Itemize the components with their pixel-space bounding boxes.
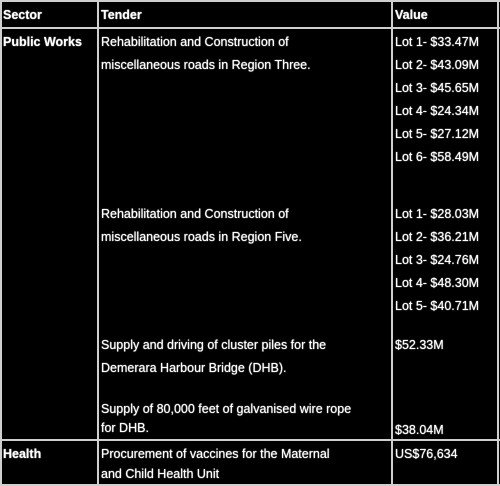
tender-line: and Child Health Unit xyxy=(101,467,220,481)
value-item: Lot 3- $24.76M xyxy=(395,253,480,267)
value-item: $38.04M xyxy=(395,423,444,437)
value-item: Lot 6- $58.49M xyxy=(395,150,480,164)
value-item: Lot 4- $48.30M xyxy=(395,276,480,290)
column-divider-tender xyxy=(391,0,393,486)
tender-line: Demerara Harbour Bridge (DHB). xyxy=(101,361,287,375)
value-item: Lot 2- $36.21M xyxy=(395,230,480,244)
tender-line: miscellaneous roads in Region Three. xyxy=(101,58,311,72)
value-list xyxy=(395,31,479,169)
tender-line: Supply of 80,000 feet of galvanised wire rope xyxy=(101,402,352,416)
value-item: Lot 3- $45.65M xyxy=(395,81,480,95)
header-tender: Tender xyxy=(101,8,142,22)
column-divider-sector xyxy=(97,0,99,486)
tender-line: miscellaneous roads in Region Five. xyxy=(101,230,302,244)
value-item: $52.33M xyxy=(395,338,444,352)
table-border-top xyxy=(0,0,500,2)
header-sector: Sector xyxy=(3,8,42,22)
value-item: Lot 5- $27.12M xyxy=(395,127,480,141)
table-border-left xyxy=(0,0,2,486)
tender-line: Rehabilitation and Construction of xyxy=(101,207,289,221)
value-list xyxy=(395,203,479,318)
value-item: Lot 2- $43.09M xyxy=(395,58,480,72)
tender-line: Supply and driving of cluster piles for the xyxy=(101,338,327,352)
value-item: US$76,634 xyxy=(395,447,458,461)
value-item: Lot 1- $28.03M xyxy=(395,207,480,221)
tender-line: Procurement of vaccines for the Maternal xyxy=(101,447,330,461)
header-divider xyxy=(0,27,500,29)
value-item: Lot 5- $40.71M xyxy=(395,299,480,313)
tender-line: for DHB. xyxy=(101,421,149,435)
tender-line: Rehabilitation and Construction of xyxy=(101,35,289,49)
value-item: Lot 4- $24.34M xyxy=(395,104,480,118)
header-value: Value xyxy=(395,8,428,22)
value-item: Lot 1- $33.47M xyxy=(395,35,480,49)
sector-cell: Public Works xyxy=(3,35,82,49)
table-border-right xyxy=(497,0,499,486)
sector-cell: Health xyxy=(3,447,42,461)
